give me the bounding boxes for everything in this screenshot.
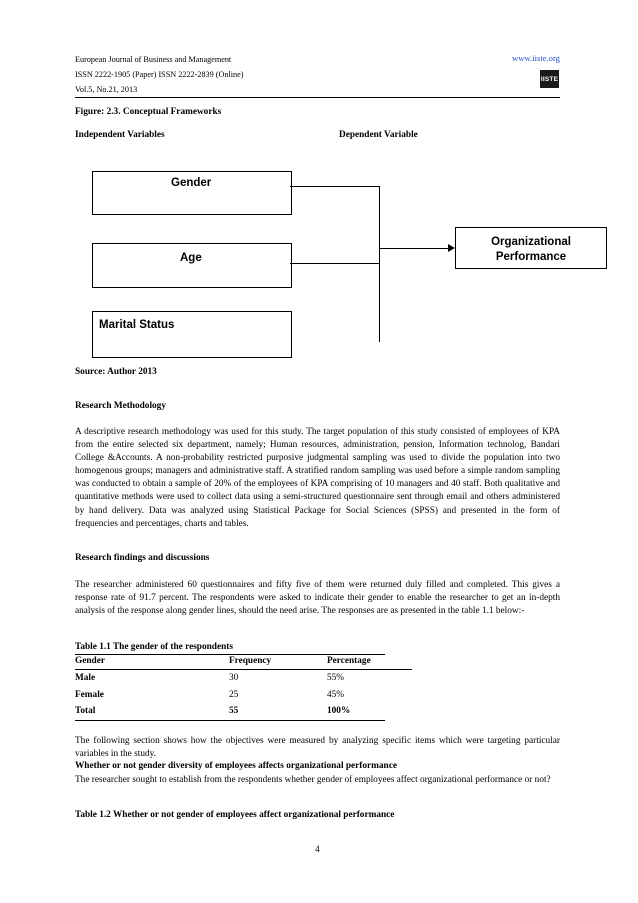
independent-variables-label: Independent Variables	[75, 130, 165, 140]
age-box	[92, 243, 292, 288]
org-box-line2: Performance	[495, 251, 567, 263]
org-box-line1: Organizational	[491, 236, 571, 248]
table1-header-rule	[75, 669, 412, 670]
table-row-label: Male	[75, 673, 96, 683]
table-row-percentage: 100%	[327, 706, 351, 716]
methodology-paragraph: A descriptive research methodology was used for this study. The target population of this study consisted of employees of KPA from the entire selected six department, namely; Human resources, administration, pension, Information technolog, Bandari College &Accounts. A non-probability restricted purposive judgmental sampling was used to divide the population into two homogenous groups; managers and administrative staff. A stratified random sampling was used before a simple random sampling was conducted to obtain a sample of 20% of the employees of KPA comprising of 10 managers and 40 staff. Both qualitative and quantitative methods were used to collect data using a semi-structured questionnaire sent through email and others administered by hand delivery. Data was analyzed using Statistical Package for Social Sciences (SPSS) and presented in the form of frequencies and percentages, charts and tables.	[75, 427, 560, 529]
journal-volume: Vol.5, No.21, 2013	[75, 85, 138, 94]
table-row-percentage: 45%	[327, 690, 345, 700]
marital-status-box-label: Marital Status	[99, 319, 175, 331]
gender-box	[92, 171, 292, 215]
table-row-percentage: 55%	[327, 673, 345, 683]
page-number: 4	[315, 845, 320, 855]
table1-title: Table 1.1 The gender of the respondents	[75, 642, 233, 652]
iiste-logo: IISTE	[540, 70, 559, 88]
journal-url-link[interactable]: www.iiste.org	[512, 53, 560, 63]
findings-heading: Research findings and discussions	[75, 553, 210, 563]
table1-top-rule	[75, 654, 385, 655]
figure-source: Source: Author 2013	[75, 367, 157, 377]
arrow-head-icon	[448, 244, 455, 252]
dependent-variable-label: Dependent Variable	[339, 130, 418, 140]
age-connector	[290, 263, 379, 264]
table2-title: Table 1.2 Whether or not gender of employees affect organizational performance	[75, 810, 395, 820]
age-box-label: Age	[180, 252, 202, 264]
following-paragraph: The following section shows how the objectives were measured by analyzing specific items which were targeting particular variables in the study.	[75, 736, 560, 760]
arrow-shaft	[379, 248, 448, 249]
gender-diversity-subheading: Whether or not gender diversity of employees affects organizational performance	[75, 761, 397, 771]
table1-header-percentage: Percentage	[327, 656, 371, 666]
table-row-label: Total	[75, 706, 96, 716]
table1-header-frequency: Frequency	[229, 656, 272, 666]
table-row-frequency: 25	[229, 690, 239, 700]
table-row-frequency: 55	[229, 706, 239, 716]
marital-status-box	[92, 311, 292, 358]
methodology-heading: Research Methodology	[75, 401, 166, 411]
table1-header-gender: Gender	[75, 656, 105, 666]
vertical-connector	[379, 186, 380, 342]
table-row-frequency: 30	[229, 673, 239, 683]
journal-issn: ISSN 2222-1905 (Paper) ISSN 2222-2839 (Online)	[75, 70, 244, 79]
gender-box-label: Gender	[171, 177, 212, 189]
journal-name: European Journal of Business and Management	[75, 55, 232, 64]
gender-connector	[290, 186, 379, 187]
table-row-label: Female	[75, 690, 104, 700]
table1-bottom-rule	[75, 720, 385, 721]
organizational-performance-box	[455, 227, 607, 269]
findings-paragraph: The researcher administered 60 questionnaires and fifty five of them were returned duly filled and completed. This gives a response rate of 91.7 percent. The respondents were asked to indicate their gender to enable the researcher to get an in-depth analysis of the response along gender lines, should the need arise. The responses are as presented in the table 1.1 below:-	[75, 580, 560, 617]
header-rule	[75, 97, 560, 98]
figure-caption: Figure: 2.3. Conceptual Frameworks	[75, 107, 222, 117]
researcher-question-paragraph: The researcher sought to establish from the respondents whether gender of employees affect organizational performance or not?	[75, 775, 551, 785]
